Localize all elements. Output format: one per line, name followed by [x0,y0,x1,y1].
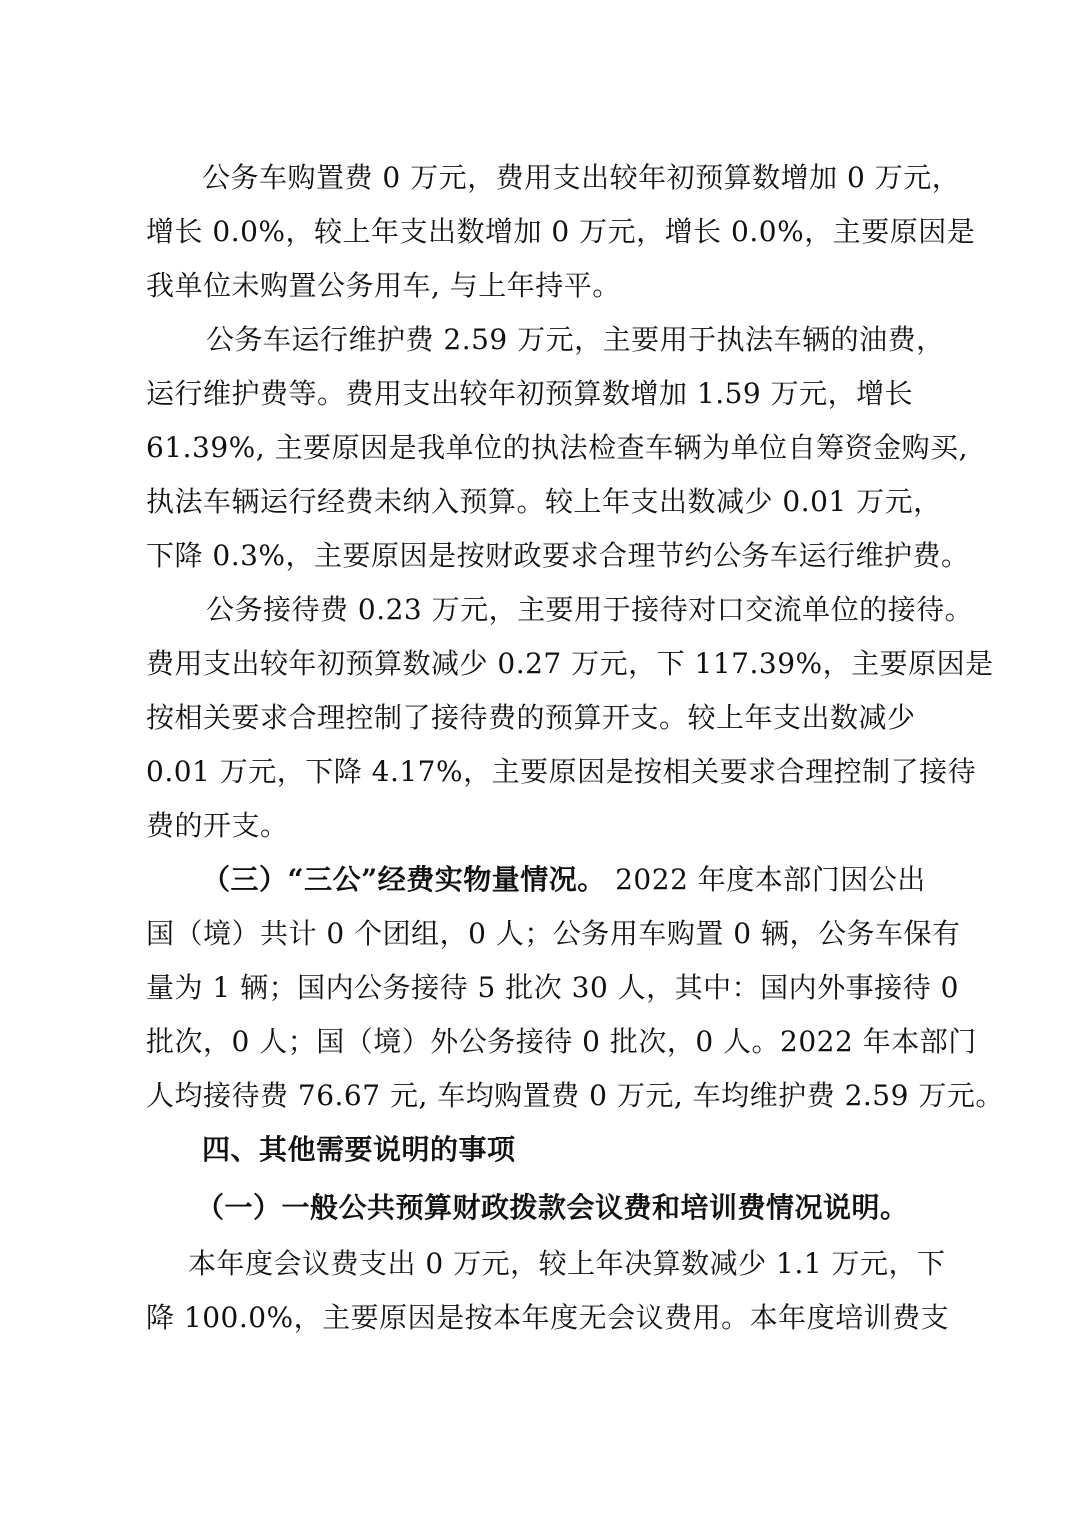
text-line: 公务车运行维护费 2.59 万元，主要用于执法车辆的油费， [206,323,945,356]
text-line: 执法车辆运行经费未纳入预算。较上年支出数减少 0.01 万元， [146,485,942,518]
text-line: 费用支出较年初预算数减少 0.27 万元，下 117.39%，主要原因是 [146,647,994,680]
text-line: 批次，0 人；国（境）外公务接待 0 批次，0 人。2022 年本部门 [146,1025,977,1058]
text-line: 下降 0.3%，主要原因是按财政要求合理节约公务车运行维护费。 [146,539,970,572]
text-line: 运行维护费等。费用支出较年初预算数增加 1.59 万元，增长 [146,377,914,410]
subsection-heading-1: （一）一般公共预算财政拨款会议费和培训费情况说明。 [196,1191,909,1224]
text-line: 量为 1 辆；国内公务接待 5 批次 30 人，其中：国内外事接待 0 [146,971,959,1004]
text-inline: 2022 年度本部门因公出 [605,863,926,896]
text-line: 公务接待费 0.23 万元，主要用于接待对口交流单位的接待。 [206,593,974,626]
text-line: 国（境）共计 0 个团组，0 人；公务用车购置 0 辆，公务车保有 [146,917,961,950]
text-line: 降 100.0%，主要原因是按本年度无会议费用。本年度培训费支 [146,1301,950,1334]
heading-line [202,862,926,898]
section-heading-4: 四、其他需要说明的事项 [202,1133,516,1166]
text-line: 本年度会议费支出 0 万元，较上年决算数减少 1.1 万元，下 [188,1247,946,1280]
text-line: 公务车购置费 0 万元，费用支出较年初预算数增加 0 万元， [202,161,961,194]
text-line: 按相关要求合理控制了接待费的预算开支。较上年支出数减少 [146,701,916,734]
section-heading-3: （三）“三公”经费实物量情况。 [202,863,606,896]
text-line: 61.39%, 主要原因是我单位的执法检查车辆为单位自筹资金购买, [146,431,968,464]
text-line: 人均接待费 76.67 元, 车均购置费 0 万元, 车均维护费 2.59 万元。 [146,1079,1004,1112]
text-line: 0.01 万元，下降 4.17%，主要原因是按相关要求合理控制了接待 [146,755,977,788]
text-line: 增长 0.0%，较上年支出数增加 0 万元，增长 0.0%，主要原因是 [146,215,976,248]
text-line: 我单位未购置公务用车, 与上年持平。 [146,269,621,302]
text-line: 费的开支。 [146,809,289,842]
